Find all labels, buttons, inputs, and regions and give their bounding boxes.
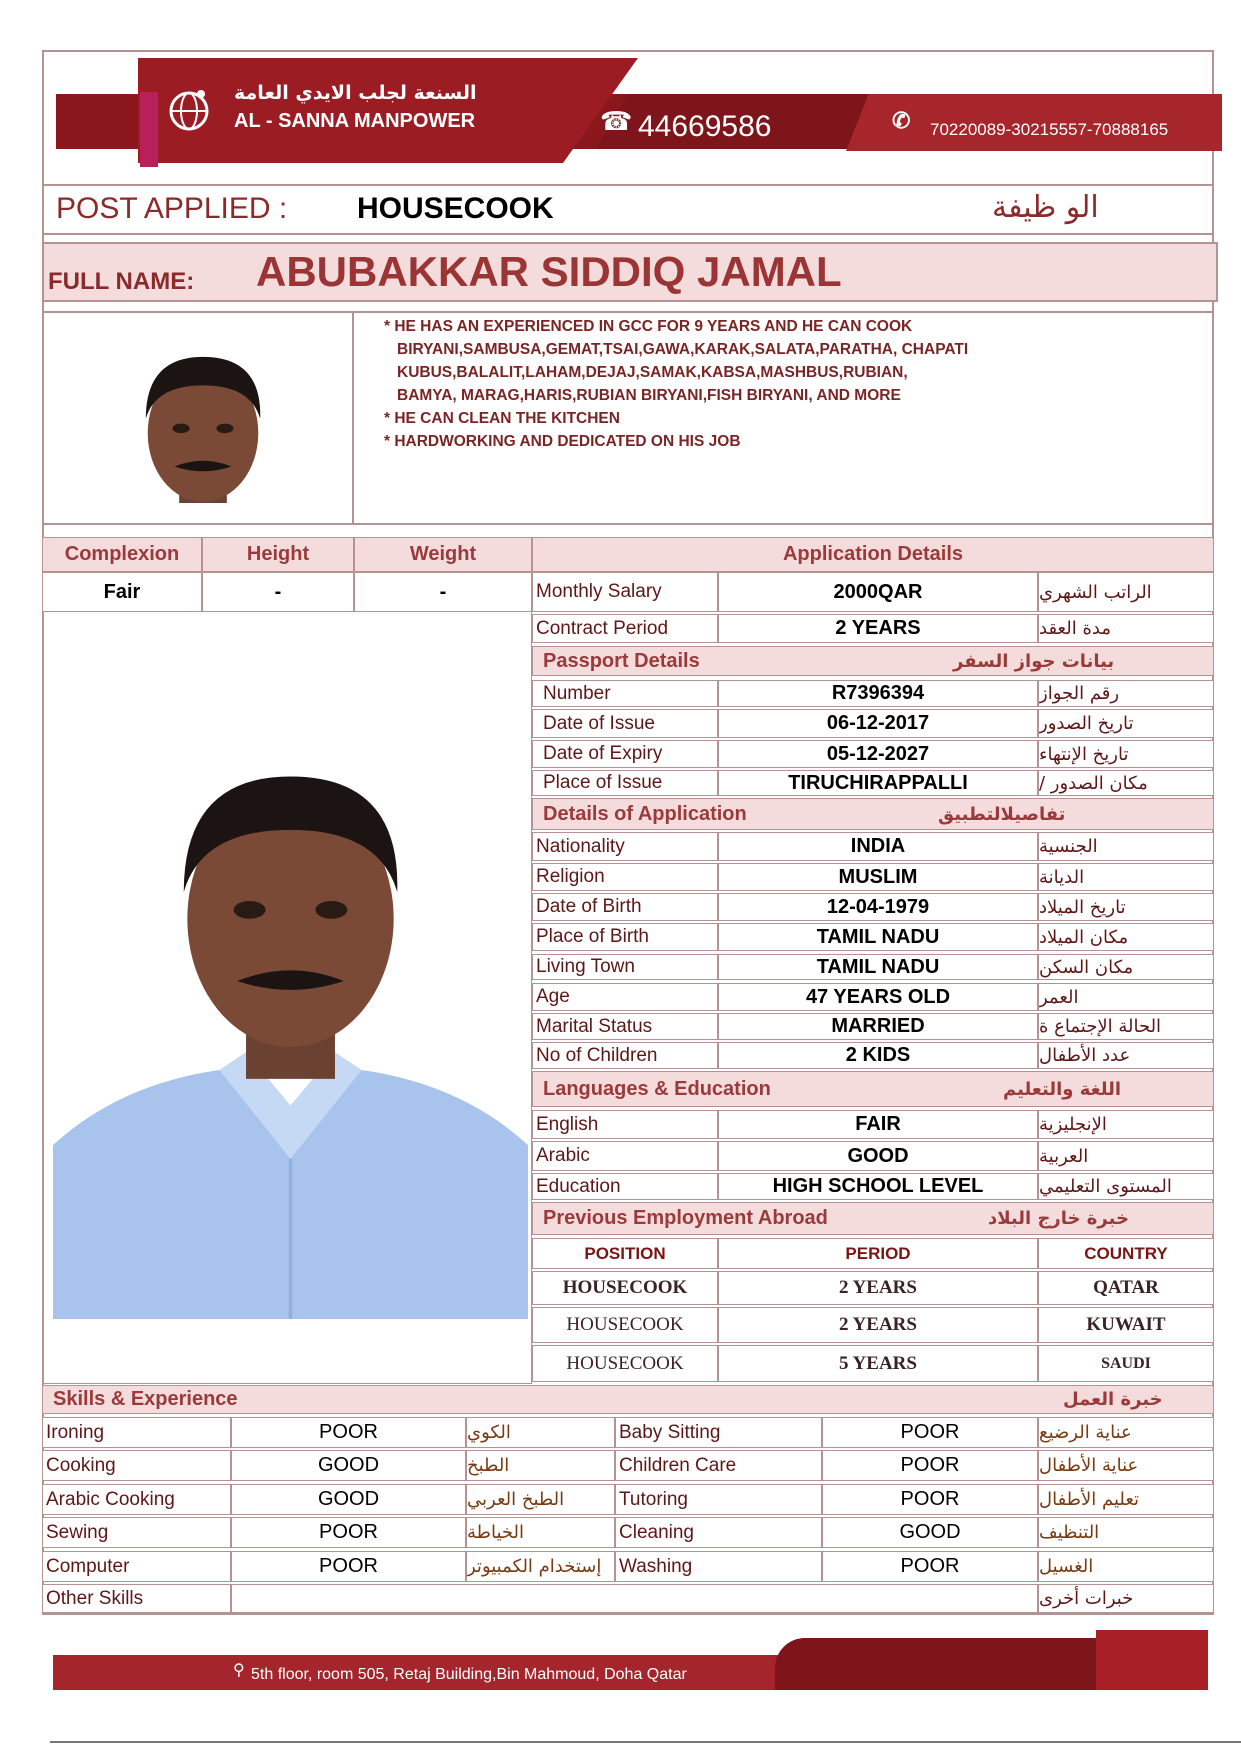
language-row-value-text: HIGH SCHOOL LEVEL (772, 1175, 984, 1197)
skill-cell-text: Arabic Cooking (46, 1488, 175, 1510)
details-row-label-text: Date of Birth (536, 896, 642, 917)
employment-cell-text: QATAR (1093, 1277, 1159, 1298)
details-row-label-ar-text: عدد الأطفال (1039, 1045, 1131, 1066)
skill-cell (42, 1417, 231, 1448)
details-row-label (532, 893, 718, 921)
summary-line: * HE CAN CLEAN THE KITCHEN (384, 410, 620, 427)
skill-cell-text: Children Care (619, 1454, 737, 1476)
skill-cell-text: Ironing (46, 1421, 105, 1443)
passport-details-header-title-ar: بيانات جواز السفر (953, 650, 1115, 672)
details-row-label-text: Age (536, 986, 570, 1007)
post-applied-value: HOUSECOOK (357, 192, 554, 225)
physical-value (354, 572, 532, 612)
passport-row-value (718, 709, 1038, 738)
passport-row-label (532, 709, 718, 738)
telephone-icon: ☎ (600, 106, 633, 136)
details-row-value-text: TAMIL NADU (816, 955, 940, 978)
location-pin-icon: ⚲ (233, 1662, 245, 1679)
skill-cell (42, 1450, 231, 1481)
details-header (532, 798, 1214, 830)
employment-cell (532, 1307, 718, 1343)
skill-cell (466, 1450, 615, 1481)
skill-cell (615, 1450, 822, 1481)
skill-cell (1038, 1417, 1214, 1448)
post-applied-label-ar: الو ظيفة (992, 190, 1099, 225)
language-row-label-ar-text: المستوى التعليمي (1039, 1176, 1172, 1197)
skill-cell-text: Baby Sitting (619, 1421, 721, 1443)
employment-cell-text: 2 YEARS (839, 1314, 917, 1335)
skill-cell (231, 1484, 466, 1515)
passport-row-value-text: 05-12-2027 (826, 742, 930, 765)
footer-banner (53, 1630, 1208, 1690)
skill-cell (822, 1517, 1038, 1548)
skill-cell (42, 1484, 231, 1515)
company-name-en: AL - SANNA MANPOWER (234, 110, 476, 132)
brand-accent-bar (140, 92, 158, 167)
details-row-value (718, 923, 1038, 951)
passport-row-label-ar-text: رقم الجواز (1039, 683, 1120, 704)
passport-row-label-ar (1038, 709, 1214, 738)
details-row-value (718, 983, 1038, 1011)
details-row-label (532, 863, 718, 891)
passport-row-value (718, 770, 1038, 796)
employment-column-header (532, 1238, 718, 1269)
skill-cell-text: GOOD (899, 1521, 961, 1543)
summary-line: BIRYANI,SAMBUSA,GEMAT,TSAI,GAWA,KARAK,SALATA,PARATHA, CHAPATI (397, 341, 969, 358)
details-row-label-text: Place of Birth (536, 926, 649, 947)
details-row-label-ar (1038, 832, 1214, 861)
skill-cell (42, 1517, 231, 1548)
language-row-value-text: FAIR (855, 1113, 901, 1135)
language-row-label-ar (1038, 1110, 1214, 1139)
skill-cell-text: POOR (900, 1555, 960, 1577)
details-row-label-text: Nationality (536, 835, 625, 857)
passport-row-label (532, 770, 718, 796)
passport-row-value-text: R7396394 (831, 682, 925, 704)
skill-cell (1038, 1484, 1214, 1515)
skill-cell (1038, 1450, 1214, 1481)
employment-cell (718, 1271, 1038, 1305)
details-row-value-text: TAMIL NADU (816, 925, 940, 948)
language-row-value (718, 1110, 1038, 1139)
language-row-label-ar (1038, 1141, 1214, 1171)
physical-header (202, 537, 354, 572)
header-banner (56, 56, 1222, 166)
monthly-salary-value-text: 2000QAR (833, 580, 923, 603)
employment-column-header-text: COUNTRY (1084, 1243, 1168, 1263)
employment-cell-text: HOUSECOOK (566, 1352, 684, 1374)
monthly-salary-label-ar (1038, 572, 1214, 612)
phone-number: 44669586 (638, 110, 772, 143)
passport-row-label-ar (1038, 770, 1214, 796)
physical-value (42, 572, 202, 612)
skill-cell-text: الطبخ (467, 1455, 510, 1476)
details-row-label-text: Marital Status (536, 1015, 653, 1037)
contract-period-label-ar (1038, 614, 1214, 643)
summary-line: BAMYA, MARAG,HARIS,RUBIAN BIRYANI,FISH BIRYANI, AND MORE (397, 387, 901, 404)
skill-cell-text: التنظيف (1039, 1522, 1100, 1543)
passport-row-label-text: Date of Issue (543, 712, 655, 734)
physical-header-text: Complexion (64, 543, 180, 565)
skill-cell (466, 1484, 615, 1515)
employment-header (532, 1202, 1214, 1235)
skill-cell (231, 1450, 466, 1481)
details-row-label-ar (1038, 1013, 1214, 1040)
skill-cell-text: POOR (900, 1454, 960, 1476)
employment-cell (532, 1345, 718, 1382)
summary-text (384, 315, 968, 453)
skill-cell-text: GOOD (317, 1488, 380, 1510)
skill-cell (231, 1551, 466, 1582)
large-photo-cell (42, 612, 532, 1384)
summary-line: KUBUS,BALALIT,LAHAM,DEJAJ,SAMAK,KABSA,MASHBUS,RUBIAN, (397, 364, 908, 381)
employment-column-header-text: PERIOD (845, 1243, 911, 1263)
full-name-row (42, 242, 1218, 302)
details-row-label-ar-text: مكان السكن (1039, 956, 1134, 978)
skill-cell (42, 1551, 231, 1582)
details-row-label-ar (1038, 983, 1214, 1011)
full-name-value: ABUBAKKAR SIDDIQ JAMAL (256, 248, 842, 295)
other-skills-value (231, 1584, 1038, 1613)
application-details-header (532, 537, 1214, 572)
skill-cell-text: Tutoring (619, 1488, 688, 1510)
skill-cell-text: POOR (900, 1421, 960, 1443)
skills-header-title: Skills & Experience (53, 1388, 238, 1410)
language-row-label-ar (1038, 1173, 1214, 1200)
details-row-label-ar (1038, 863, 1214, 891)
details-row-value (718, 863, 1038, 891)
employment-cell (718, 1307, 1038, 1343)
details-row-value (718, 954, 1038, 980)
skill-cell (615, 1484, 822, 1515)
details-row-value-text: 12-04-1979 (826, 895, 930, 918)
monthly-salary-label-text: Monthly Salary (536, 581, 662, 602)
details-row-label (532, 923, 718, 951)
employment-header-title: Previous Employment Abroad (543, 1207, 828, 1229)
skill-cell (615, 1417, 822, 1448)
monthly-salary-label-ar-text: الراتب الشهري (1039, 581, 1152, 603)
other-skills-label-ar-text: خبرات أخرى (1039, 1588, 1134, 1609)
skill-cell (231, 1517, 466, 1548)
details-row-label-ar-text: الديانة (1039, 866, 1085, 888)
languages-header-title: Languages & Education (543, 1077, 771, 1100)
details-row-label-ar (1038, 893, 1214, 921)
skill-cell-text: Washing (619, 1555, 693, 1577)
skill-cell (231, 1417, 466, 1448)
employment-cell (1038, 1345, 1214, 1382)
passport-row-label-text: Date of Expiry (543, 743, 663, 764)
skills-header-title-ar: خبرة العمل (1063, 1389, 1163, 1410)
small-photo-cell (42, 311, 354, 525)
employment-header-title-ar: خبرة خارج البلاد (988, 1208, 1129, 1229)
passport-row-label-ar-text: مكان الصدور / (1039, 772, 1148, 794)
skill-cell-text: الطبخ العربي (467, 1489, 565, 1510)
physical-value (202, 572, 354, 612)
details-row-value-text: 47 YEARS OLD (805, 985, 951, 1008)
employment-cell-text: SAUDI (1101, 1354, 1151, 1372)
skill-cell-text: الخياطة (467, 1522, 524, 1543)
passport-row-label (532, 680, 718, 707)
footer-address: 5th floor, room 505, Retaj Building,Bin Mahmoud, Doha Qatar (251, 1666, 687, 1683)
skill-cell (822, 1417, 1038, 1448)
language-row-label (532, 1141, 718, 1171)
details-row-value-text: INDIA (850, 835, 906, 857)
details-row-label-ar-text: تاريخ الميلاد (1039, 896, 1126, 918)
passport-details-header-title: Passport Details (543, 649, 700, 672)
globe-logo-icon (166, 86, 212, 132)
contract-period-label-text: Contract Period (536, 617, 669, 639)
skill-cell-text: Cooking (46, 1454, 116, 1476)
physical-header (354, 537, 532, 572)
skill-cell (615, 1551, 822, 1582)
passport-row-value-text: 06-12-2017 (826, 712, 930, 734)
languages-header (532, 1071, 1214, 1107)
physical-header-text: Height (246, 543, 310, 565)
details-row-label-text: Living Town (536, 956, 635, 977)
passport-row-value-text: TIRUCHIRAPPALLI (788, 771, 968, 794)
language-row-value (718, 1173, 1038, 1200)
details-row-label-text: No of Children (536, 1044, 658, 1066)
summary-line: * HARDWORKING AND DEDICATED ON HIS JOB (384, 433, 741, 450)
employment-cell-text: HOUSECOOK (566, 1314, 684, 1335)
skill-cell (466, 1417, 615, 1448)
page-bottom-rule (50, 1741, 1241, 1743)
employment-column-header (718, 1238, 1038, 1269)
skill-cell (822, 1484, 1038, 1515)
details-row-label (532, 983, 718, 1011)
passport-row-label (532, 740, 718, 768)
skill-cell-text: إستخدام الكمبيوتر (467, 1556, 602, 1577)
contract-period-value-text: 2 YEARS (835, 617, 921, 639)
employment-column-header (1038, 1238, 1214, 1269)
language-row-label-ar-text: العربية (1039, 1145, 1089, 1167)
details-row-value (718, 1013, 1038, 1040)
employment-cell-text: 5 YEARS (839, 1352, 917, 1374)
details-row-label-ar-text: العمر (1039, 986, 1079, 1008)
contract-period-value (718, 614, 1038, 643)
passport-row-label-ar-text: تاريخ الإنتهاء (1039, 743, 1129, 765)
details-row-value-text: MARRIED (831, 1015, 925, 1037)
post-applied-row (42, 184, 1214, 235)
passport-row-value (718, 740, 1038, 768)
contract-period-label (532, 614, 718, 643)
details-row-label (532, 1042, 718, 1069)
employment-column-header-text: POSITION (584, 1243, 666, 1263)
skill-cell-text: Sewing (46, 1521, 109, 1543)
physical-value-text: - (439, 580, 447, 603)
other-skills-label (42, 1584, 231, 1613)
skill-cell (466, 1551, 615, 1582)
language-row-label-text: Arabic (536, 1145, 590, 1166)
skill-cell-text: POOR (319, 1421, 378, 1443)
language-row-label-text: Education (536, 1175, 621, 1197)
passport-row-label-ar-text: تاريخ الصدور (1039, 713, 1134, 734)
details-header-title: Details of Application (543, 802, 747, 825)
other-skills-label-text: Other Skills (46, 1587, 144, 1609)
skill-cell (1038, 1517, 1214, 1548)
mobile-numbers: 70220089-30215557-70888165 (930, 120, 1169, 139)
language-row-label-ar-text: الإنجليزية (1039, 1114, 1107, 1135)
skill-cell-text: Cleaning (619, 1521, 694, 1543)
details-row-label (532, 954, 718, 980)
details-row-label (532, 832, 718, 861)
language-row-label (532, 1110, 718, 1139)
employment-cell (532, 1271, 718, 1305)
details-row-label-ar (1038, 1042, 1214, 1069)
skill-cell (822, 1551, 1038, 1582)
other-skills-label-ar (1038, 1584, 1214, 1613)
applicant-photo-small (60, 333, 346, 503)
skill-cell-text: الغسيل (1039, 1556, 1094, 1577)
skill-cell (466, 1517, 615, 1548)
details-row-label-ar (1038, 954, 1214, 980)
summary-cell (354, 311, 1214, 525)
summary-line: * HE HAS AN EXPERIENCED IN GCC FOR 9 YEARS AND HE CAN COOK (384, 318, 913, 335)
application-details-title: Application Details (782, 543, 964, 565)
skill-cell-text: POOR (900, 1488, 960, 1510)
passport-row-label-text: Number (543, 682, 611, 704)
company-name-ar: السنعة لجلب الايدي العامة (234, 82, 477, 104)
full-name-label: FULL NAME: (48, 268, 195, 295)
skill-cell (615, 1517, 822, 1548)
physical-header-text: Weight (409, 543, 477, 565)
employment-cell-text: 2 YEARS (839, 1277, 917, 1298)
skill-cell-text: تعليم الأطفال (1039, 1489, 1140, 1510)
details-row-label (532, 1013, 718, 1040)
language-row-value-text: GOOD (847, 1144, 909, 1167)
language-row-label-text: English (536, 1113, 599, 1135)
skill-cell-text: GOOD (317, 1454, 380, 1476)
details-row-value-text: 2 KIDS (845, 1044, 911, 1066)
details-row-label-ar-text: الحالة الإجتماع ة (1039, 1016, 1162, 1037)
details-row-label-text: Religion (536, 866, 605, 887)
passport-row-label-ar (1038, 740, 1214, 768)
skill-cell-text: عناية الرضيع (1039, 1422, 1132, 1443)
skill-cell (1038, 1551, 1214, 1582)
details-row-value (718, 893, 1038, 921)
monthly-salary-value (718, 572, 1038, 612)
physical-value-text: - (274, 580, 282, 603)
contract-period-label-ar-text: مدة العقد (1039, 618, 1111, 639)
post-applied-label: POST APPLIED : (56, 192, 288, 225)
skills-header (42, 1385, 1214, 1414)
mobile-phone-icon: ✆ (892, 108, 911, 133)
skill-cell-text: عناية الأطفال (1039, 1455, 1139, 1476)
skill-cell-text: POOR (319, 1555, 378, 1577)
physical-header (42, 537, 202, 572)
passport-row-label-ar (1038, 680, 1214, 707)
employment-cell-text: HOUSECOOK (562, 1277, 688, 1298)
skill-cell-text: POOR (319, 1521, 378, 1543)
passport-row-label-text: Place of Issue (543, 772, 663, 793)
passport-row-value (718, 680, 1038, 707)
language-row-value (718, 1141, 1038, 1171)
skill-cell-text: الكوي (467, 1422, 511, 1443)
details-row-value (718, 1042, 1038, 1069)
passport-details-header (532, 646, 1214, 676)
details-header-title-ar: تفاصيلالتطبيق (938, 803, 1066, 825)
physical-value-text: Fair (103, 580, 141, 603)
details-row-label-ar-text: الجنسية (1039, 836, 1098, 857)
details-row-label-ar (1038, 923, 1214, 951)
details-row-value-text: MUSLIM (838, 865, 918, 888)
details-row-value (718, 832, 1038, 861)
skill-cell-text: Computer (46, 1555, 130, 1577)
skill-cell (822, 1450, 1038, 1481)
language-row-label (532, 1173, 718, 1200)
employment-cell (718, 1345, 1038, 1382)
languages-header-title-ar: اللغة والتعليم (1003, 1078, 1122, 1100)
employment-cell (1038, 1271, 1214, 1305)
employment-cell (1038, 1307, 1214, 1343)
details-row-label-ar-text: مكان الميلاد (1039, 926, 1129, 948)
employment-cell-text: KUWAIT (1086, 1314, 1166, 1335)
monthly-salary-label (532, 572, 718, 612)
